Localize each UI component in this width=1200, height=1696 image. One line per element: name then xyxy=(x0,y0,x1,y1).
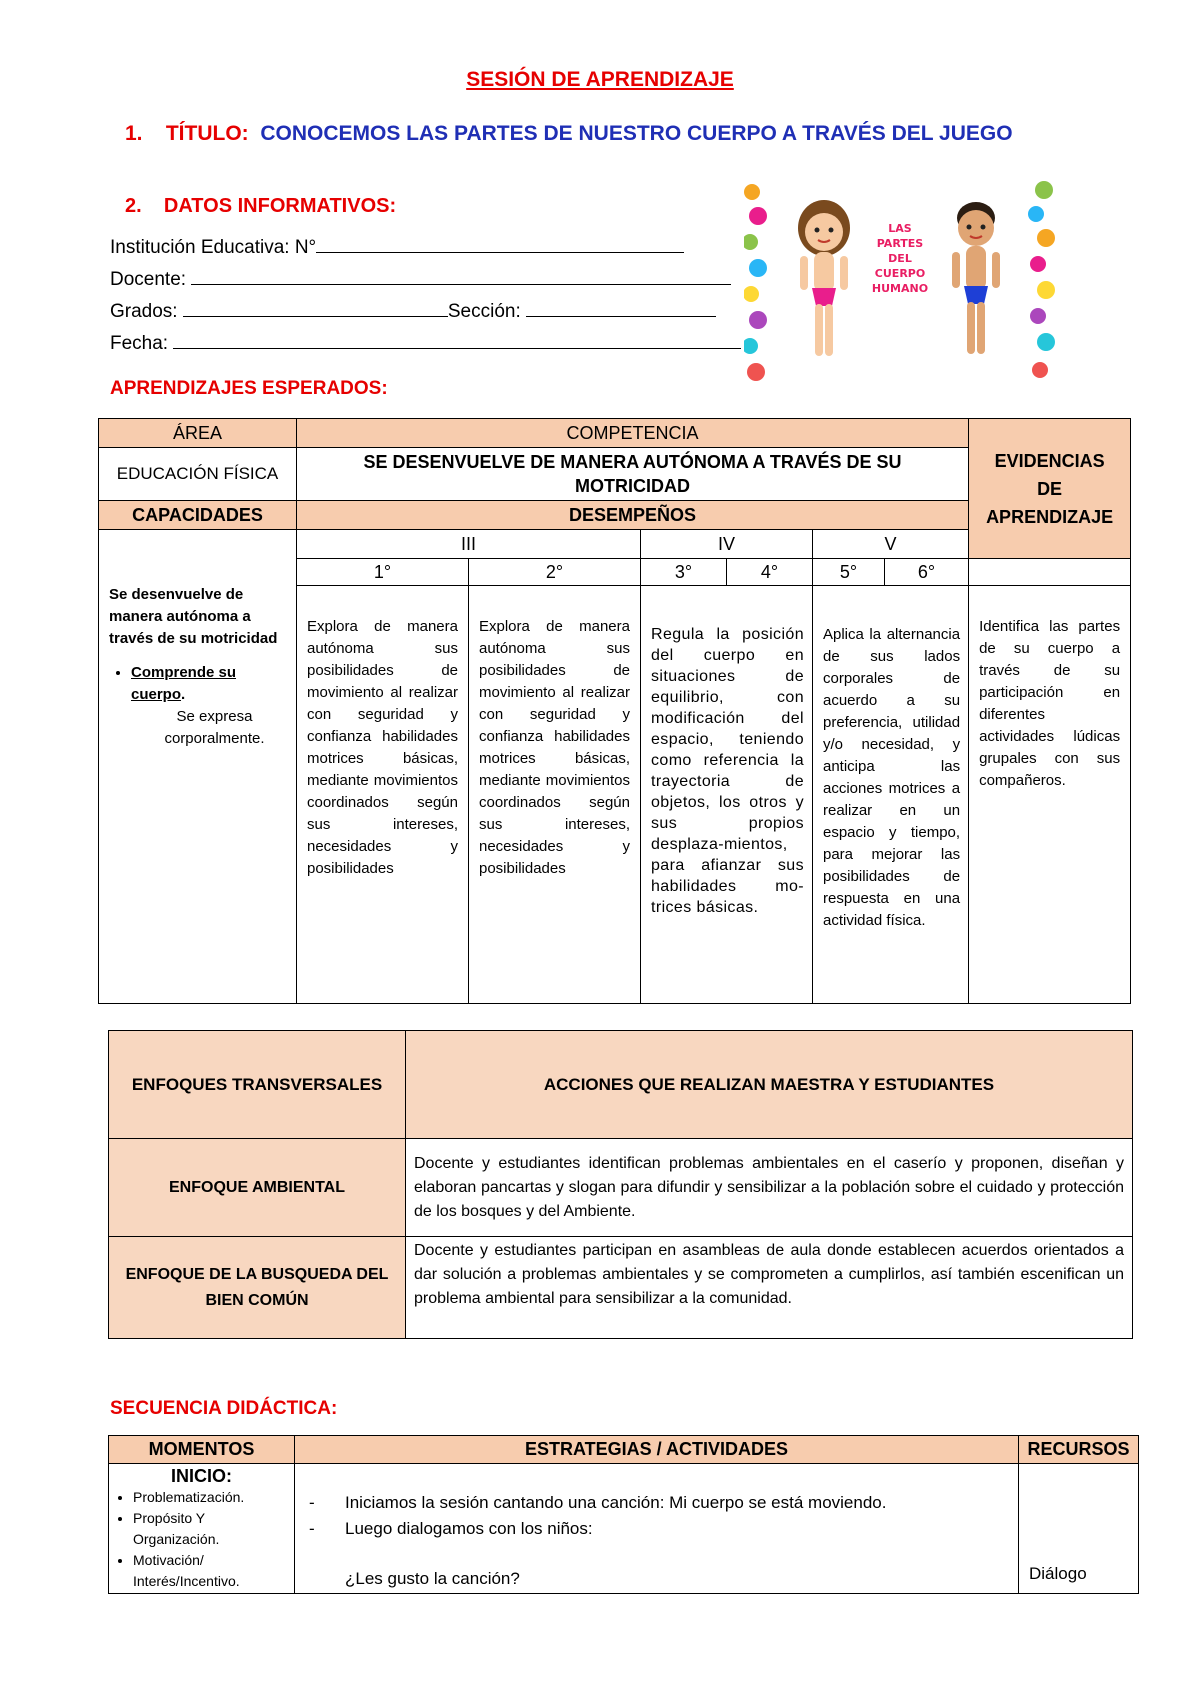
capacidad-bullet-suffix: . xyxy=(181,686,186,703)
page-title: SESIÓN DE APRENDIZAJE xyxy=(466,68,734,91)
grados-field[interactable] xyxy=(110,300,716,323)
inicio-item: • Propósito Y Organización. xyxy=(133,1508,290,1550)
actividades-cell xyxy=(295,1464,1019,1594)
titulo-number: 1. xyxy=(125,122,143,145)
competencia-value: SE DESENVUELVE DE MANERA AUTÓNOMA A TRAVÉS DE SU MOTRICIDAD xyxy=(297,448,969,501)
girl-figure xyxy=(798,200,850,356)
actividad-2-text: Luego dialogamos con los niños: xyxy=(345,1519,593,1538)
desempeno-2: Explora de manera autónoma sus posibilidades de movimiento al realizar con seguridad y confianza habilidades motrices básicas, mediante movimientos coordinados según sus intereses, necesidades y posibilidades xyxy=(469,586,641,1004)
seccion-label: Sección: xyxy=(447,301,521,322)
enfoques-header: ENFOQUES TRANSVERSALES xyxy=(109,1031,406,1139)
aprendizajes-table xyxy=(98,418,1131,1004)
competencia-header: COMPETENCIA xyxy=(297,419,969,448)
seccion-blank[interactable] xyxy=(526,300,716,317)
grade-3: 3° xyxy=(641,559,727,586)
recurso-cell: Diálogo xyxy=(1019,1464,1139,1594)
fecha-label: Fecha: xyxy=(110,333,169,354)
enfoque-bien-comun: ENFOQUE DE LA BUSQUEDA DEL BIEN COMÚN xyxy=(109,1237,406,1339)
cycle-v: V xyxy=(813,530,969,559)
pregunta: ¿Les gusto la canción? xyxy=(345,1569,520,1588)
titulo-value: CONOCEMOS LAS PARTES DE NUESTRO CUERPO A TRAVÉS DEL JUEGO xyxy=(260,122,1013,145)
desempenos-header: DESEMPEÑOS xyxy=(297,501,969,530)
capacidad-list xyxy=(109,662,290,706)
capacidades-header: CAPACIDADES xyxy=(99,501,297,530)
fecha-blank[interactable] xyxy=(173,332,741,349)
area-value: EDUCACIÓN FÍSICA xyxy=(99,448,297,501)
acciones-header: ACCIONES QUE REALIZAN MAESTRA Y ESTUDIANTES xyxy=(406,1031,1133,1139)
inicio-item: • Motivación/ Interés/Incentivo. xyxy=(133,1550,290,1592)
accion-ambiental: Docente y estudiantes identifican problemas ambientales en el caserío y proponen, diseñan y elaboran pancartas y slogan para difundir y sensibilizar a la población sobre el cuidado y protección de los bosques y del Ambiente. xyxy=(406,1139,1133,1237)
datos-heading: 2. DATOS INFORMATIVOS: xyxy=(125,195,397,217)
evidencias-header: EVIDENCIAS DE APRENDIZAJE xyxy=(969,419,1131,559)
grade-4: 4° xyxy=(727,559,813,586)
capacidad-bullet xyxy=(131,662,290,706)
docente-field[interactable] xyxy=(110,268,731,291)
institucion-label: Institución Educativa: N° xyxy=(110,237,317,258)
momentos-header: MOMENTOS xyxy=(109,1436,295,1464)
illustration-word-1: LAS xyxy=(888,222,912,235)
institucion-field[interactable] xyxy=(110,236,684,259)
enfoques-table xyxy=(108,1030,1133,1339)
area-header: ÁREA xyxy=(99,419,297,448)
inicio-list xyxy=(113,1487,290,1592)
body-parts-illustration xyxy=(744,180,1056,388)
capacidades-cell xyxy=(99,530,297,1004)
evidencias-spacer xyxy=(969,559,1131,586)
capacidad-main: Se desenvuelve de manera autónoma a través de su motricidad xyxy=(109,586,278,647)
illustration-word-5: HUMANO xyxy=(871,282,929,295)
illustration-word-4: CUERPO xyxy=(874,267,926,280)
actividad-1-text: Iniciamos la sesión cantando una canción: Mi cuerpo se está moviendo. xyxy=(345,1493,887,1512)
institucion-blank[interactable] xyxy=(316,236,684,253)
illustration-word-2: PARTES xyxy=(876,237,924,250)
recursos-header: RECURSOS xyxy=(1019,1436,1139,1464)
desempeno-3: Regula la posición del cuerpo en situaciones de equilibrio, con modificación del espacio, teniendo como referencia la trayectoria de objetos, los otros y sus propios desplaza-mientos, para afianzar sus habilidades mo-trices básicas. xyxy=(641,586,813,1004)
grados-blank[interactable] xyxy=(183,300,448,317)
inicio-label: INICIO: xyxy=(171,1466,232,1486)
fecha-field[interactable] xyxy=(110,332,741,355)
capacidad-bullet-text: Comprende su cuerpo xyxy=(131,664,237,703)
aprendizajes-heading: APRENDIZAJES ESPERADOS: xyxy=(110,378,388,399)
titulo-label: TÍTULO: xyxy=(165,122,249,145)
secuencia-heading: SECUENCIA DIDÁCTICA: xyxy=(110,1398,338,1419)
enfoque-ambiental: ENFOQUE AMBIENTAL xyxy=(109,1139,406,1237)
actividad-2: - Luego dialogamos con los niños: xyxy=(309,1519,593,1538)
grade-2: 2° xyxy=(469,559,641,586)
cycle-iii: III xyxy=(297,530,641,559)
estrategias-header: ESTRATEGIAS / ACTIVIDADES xyxy=(295,1436,1019,1464)
boy-figure xyxy=(952,202,1000,354)
titulo-heading xyxy=(125,122,1013,146)
evidencia-value: Identifica las partes de su cuerpo a través de su participación en diferentes actividades lúdicas grupales con sus compañeros. xyxy=(969,586,1131,1004)
illustration-word-3: DEL xyxy=(888,252,912,265)
cycle-iv: IV xyxy=(641,530,813,559)
secuencia-table xyxy=(108,1435,1139,1594)
docente-blank[interactable] xyxy=(191,268,731,285)
docente-label: Docente: xyxy=(110,269,187,290)
accion-bien-comun: Docente y estudiantes participan en asambleas de aula donde establecen acuerdos orientados a dar solución a problemas ambientales y se comprometen a cumplirlos, así también escenifican un problema ambiental para sensibilizar a la comunidad. xyxy=(406,1237,1133,1339)
inicio-cell xyxy=(109,1464,295,1594)
grados-label: Grados: xyxy=(110,301,178,322)
grade-5: 5° xyxy=(813,559,885,586)
grade-6: 6° xyxy=(885,559,969,586)
inicio-item: • Problematización. xyxy=(133,1487,290,1508)
actividad-1: - Iniciamos la sesión cantando una canción: Mi cuerpo se está moviendo. xyxy=(309,1493,887,1512)
grade-1: 1° xyxy=(297,559,469,586)
desempeno-4: Aplica la alternancia de sus lados corporales de acuerdo a su preferencia, utilidad y/o necesidad, y anticipa las acciones motrices a realizar en un espacio y tiempo, para mejorar las posibilidades de respuesta en una actividad física. xyxy=(813,586,969,1004)
desempeno-1: Explora de manera autónoma sus posibilidades de movimiento al realizar con seguridad y confianza habilidades motrices básicas, mediante movimientos coordinados según sus intereses, necesidades y posibilidades xyxy=(297,586,469,1004)
capacidad-extra: Se expresa corporalmente. xyxy=(164,708,265,747)
